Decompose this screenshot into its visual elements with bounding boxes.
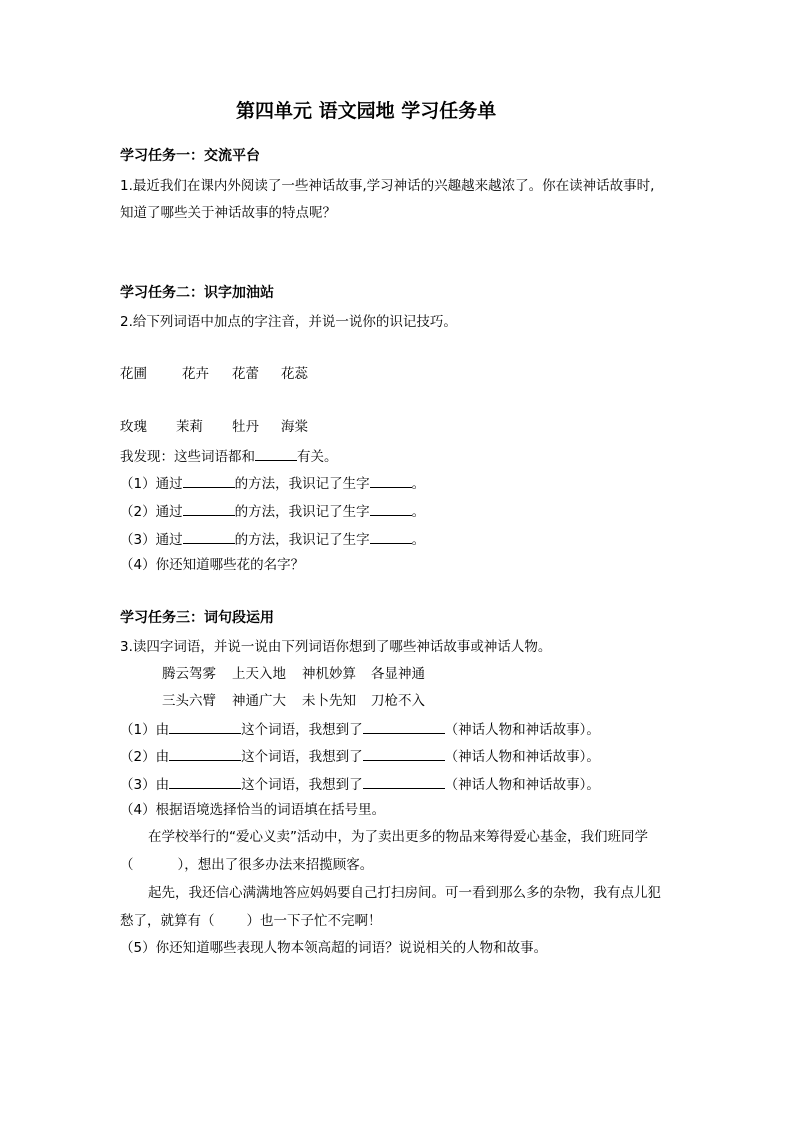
task3-question4: （4）根据语境选择恰当的词语填在括号里。	[120, 802, 386, 818]
task2-question4: （4）你还知道哪些花的名字？	[120, 557, 305, 573]
task3-question5: （5）你还知道哪些表现人物本领高超的词语？说说相关的人物和故事。	[120, 940, 548, 956]
task1-heading: 学习任务一：交流平台	[120, 148, 260, 164]
idiom-word: 神通广大	[232, 693, 286, 709]
answer-text: 这个词语，我想到了	[241, 722, 363, 738]
method-line	[120, 501, 425, 521]
answer-text: （1）由	[120, 722, 170, 738]
flower-word: 花圃	[120, 366, 147, 382]
passage-text: ）也一下子忙不完啊！	[246, 913, 382, 929]
task1-question-line2: 知道了哪些关于神话故事的特点呢？	[120, 205, 336, 221]
idiom-word: 腾云驾雾	[162, 666, 216, 682]
method-text: 的方法，我识记了生字	[234, 476, 370, 492]
method-text: （3）通过	[120, 532, 183, 548]
discovery-text: 我发现：这些词语都和	[120, 449, 255, 465]
page-title: 第四单元 语文园地 学习任务单	[236, 100, 497, 122]
fill-blank[interactable]	[370, 473, 412, 488]
method-text: 。	[411, 504, 426, 520]
fill-blank[interactable]	[363, 719, 445, 734]
flower-word: 海棠	[281, 419, 308, 435]
method-text: （1）通过	[120, 476, 183, 492]
passage-text: ），想出了很多办法来招揽顾客。	[177, 857, 374, 873]
idiom-answer-line	[120, 719, 600, 739]
passage2-line2	[120, 912, 382, 930]
flower-word: 牡丹	[232, 419, 259, 435]
method-text: 的方法，我识记了生字	[234, 504, 370, 520]
flower-word: 玫瑰	[120, 419, 147, 435]
answer-text: （2）由	[120, 749, 170, 765]
discovery-text-end: 有关。	[297, 449, 338, 465]
task3-question: 3.读四字词语，并说一说由下列词语你想到了哪些神话故事或神话人物。	[120, 639, 552, 655]
idiom-word: 未卜先知	[302, 693, 356, 709]
fill-blank[interactable]	[363, 774, 445, 789]
fill-blank[interactable]	[370, 501, 412, 516]
fill-blank[interactable]	[370, 529, 412, 544]
method-text: （2）通过	[120, 504, 183, 520]
idiom-answer-line	[120, 774, 600, 794]
answer-text: （神话人物和神话故事）。	[444, 749, 600, 765]
fill-blank[interactable]	[169, 746, 241, 761]
idiom-word: 刀枪不入	[371, 693, 425, 709]
task2-question: 2.给下列词语中加点的字注音，并说一说你的识记技巧。	[120, 314, 457, 330]
discovery-line	[120, 446, 338, 466]
flower-word: 茉莉	[176, 419, 203, 435]
answer-text: （神话人物和神话故事）。	[444, 722, 600, 738]
idiom-word: 各显神通	[371, 666, 425, 682]
passage2-line1: 起先，我还信心满满地答应妈妈要自己打扫房间。可一看到那么多的杂物，我有点儿犯	[148, 885, 661, 901]
fill-blank[interactable]	[183, 529, 235, 544]
fill-blank[interactable]	[183, 473, 235, 488]
fill-blank[interactable]	[183, 501, 235, 516]
fill-blank[interactable]	[169, 774, 241, 789]
fill-blank[interactable]	[363, 746, 445, 761]
passage1-line2	[120, 856, 373, 874]
answer-text: 这个词语，我想到了	[241, 777, 363, 793]
task2-heading: 学习任务二：识字加油站	[120, 285, 274, 301]
method-text: 的方法，我识记了生字	[234, 532, 370, 548]
idiom-word: 上天入地	[232, 666, 286, 682]
passage-text: （	[120, 857, 134, 873]
fill-blank[interactable]	[169, 719, 241, 734]
fill-blank[interactable]	[255, 446, 297, 461]
method-line	[120, 473, 425, 493]
answer-text: （3）由	[120, 777, 170, 793]
flower-word: 花蕊	[281, 366, 308, 382]
flower-word: 花卉	[182, 366, 209, 382]
passage-text: 愁了，就算有（	[120, 913, 215, 929]
task1-question-line1: 1.最近我们在课内外阅读了一些神话故事,学习神话的兴趣越来越浓了。你在读神话故事时,	[120, 178, 655, 194]
method-text: 。	[411, 532, 426, 548]
answer-text: 这个词语，我想到了	[241, 749, 363, 765]
idiom-answer-line	[120, 746, 600, 766]
passage1-line1: 在学校举行的“爱心义卖”活动中，为了卖出更多的物品来筹得爱心基金，我们班同学	[148, 829, 648, 845]
idiom-word: 神机妙算	[302, 666, 356, 682]
method-text: 。	[411, 476, 426, 492]
task3-heading: 学习任务三：词句段运用	[120, 610, 274, 626]
answer-text: （神话人物和神话故事）。	[444, 777, 600, 793]
method-line	[120, 529, 425, 549]
idiom-word: 三头六臂	[162, 693, 216, 709]
flower-word: 花蕾	[232, 366, 259, 382]
